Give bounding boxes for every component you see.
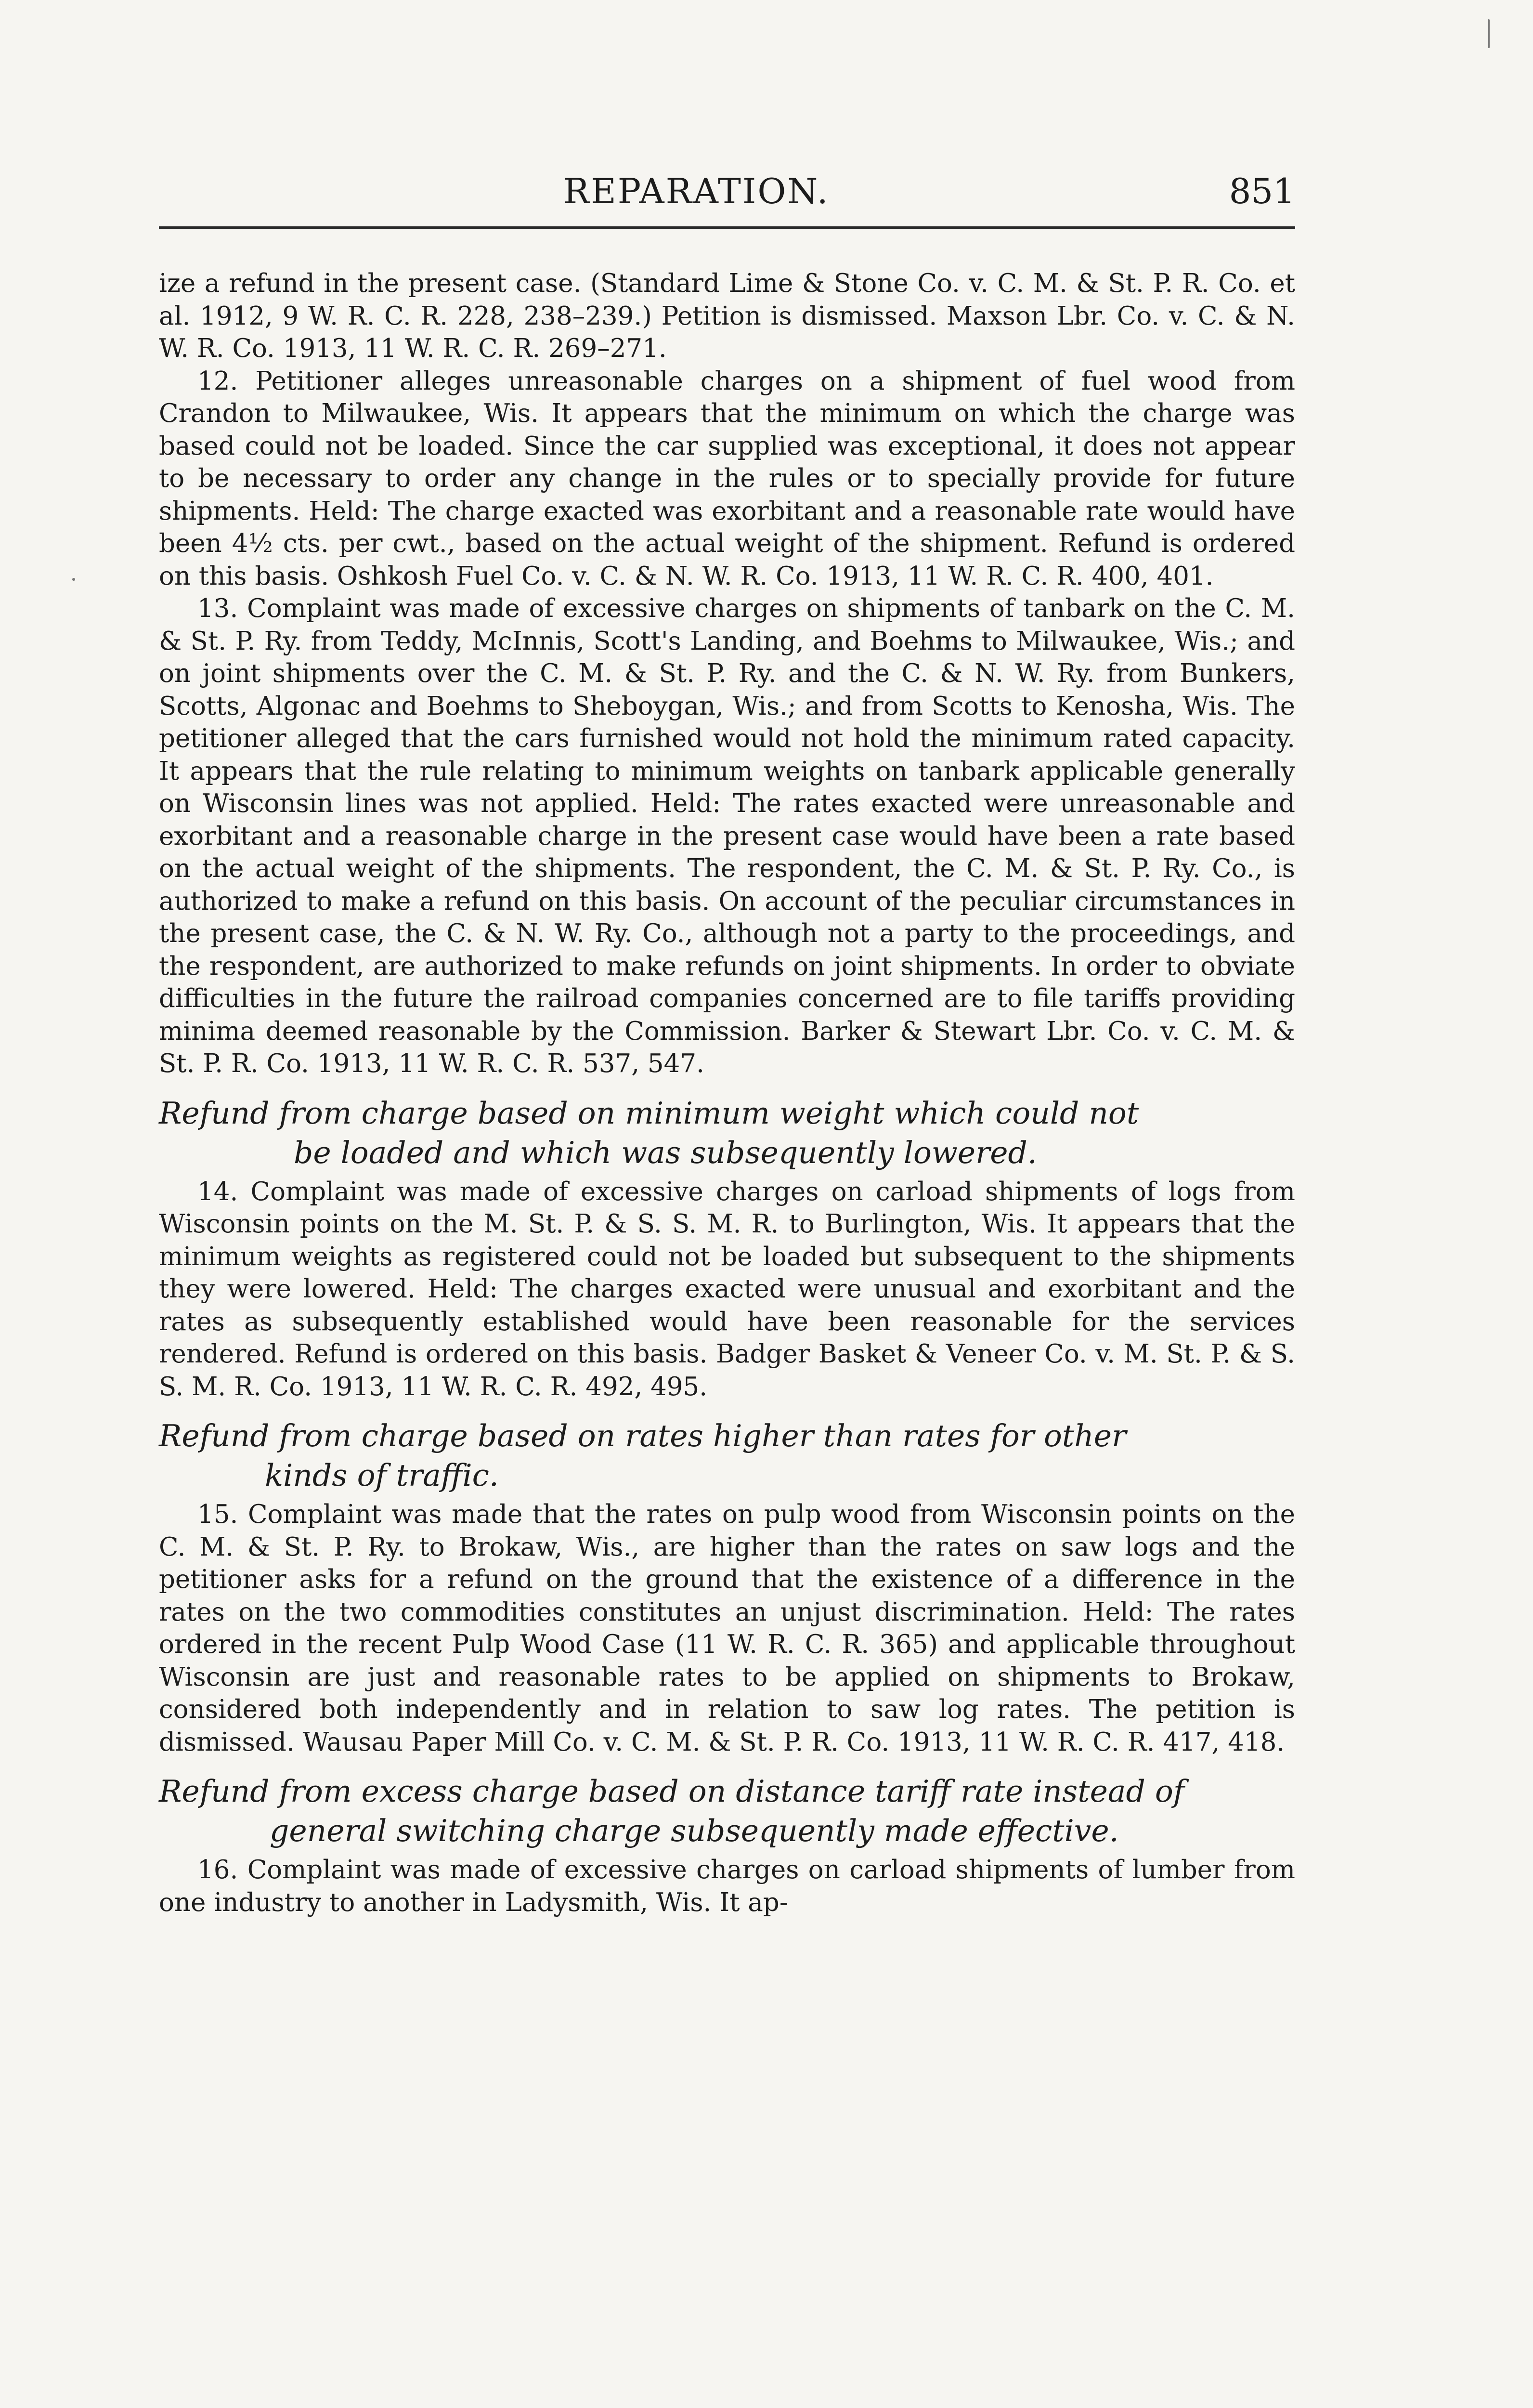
- section-heading-line: kinds of traffic.: [265, 1458, 499, 1493]
- paragraph-continuation: ize a refund in the present case. (Standard Lime & Stone Co. v. C. M. & St. P. R. Co. et al. 1912, 9 W. R. C. R. 228, 238–239.) Petition is dismissed. Maxson Lbr. Co. v. C. & N. W. R. Co. 1913, 11 W. R. C. R. 269–271.: [159, 269, 1295, 363]
- section-heading-higher-rates: [159, 1416, 1295, 1495]
- paragraph-14: 14. Complaint was made of excessive charges on carload shipments of logs from Wisconsin points on the M. St. P. & S. S. M. R. to Burlington, Wis. It appears that the minimum weights as registered could not be loaded but subsequent to the shipments they were lowered. Held: The charges exacted were unusual and exorbitant and the rates as subsequently established would have been reasonable for the services rendered. Refund is ordered on this basis. Badger Basket & Veneer Co. v. M. St. P. & S. S. M. R. Co. 1913, 11 W. R. C. R. 492, 495.: [159, 1177, 1295, 1401]
- running-head: [159, 171, 1295, 224]
- section-heading-minimum-weight: [159, 1094, 1295, 1173]
- section-heading-switching-charge: [159, 1772, 1295, 1851]
- header-rule: [159, 226, 1295, 229]
- scan-edge-mark: [1488, 19, 1490, 48]
- chapter-title: REPARATION.: [563, 171, 830, 211]
- paragraph-15: 15. Complaint was made that the rates on pulp wood from Wisconsin points on the C. M. & St. P. Ry. to Brokaw, Wis., are higher than the rates on saw logs and the petitioner asks for a refund on the ground that the existence of a difference in the rates on the two commodities constitutes an unjust discrimination. Held: The rates ordered in the recent Pulp Wood Case (11 W. R. C. R. 365) and applicable throughout Wisconsin are just and reasonable rates to be applied on shipments to Brokaw, considered both independently and in relation to saw log rates. The petition is dismissed. Wausau Paper Mill Co. v. C. M. & St. P. R. Co. 1913, 11 W. R. C. R. 417, 418.: [159, 1500, 1295, 1757]
- page-number: 851: [1229, 171, 1295, 211]
- body-text: [159, 267, 1295, 1919]
- section-heading-line: Refund from charge based on minimum weight which could not: [159, 1095, 1139, 1131]
- scan-speck: [72, 578, 75, 581]
- section-heading-line: Refund from excess charge based on distance tariff rate instead of: [159, 1774, 1185, 1809]
- paragraph-13: 13. Complaint was made of excessive charges on shipments of tanbark on the C. M. & St. P. Ry. from Teddy, McInnis, Scott's Landing, and Boehms to Milwaukee, Wis.; and on joint shipments over the C. M. & St. P. Ry. and the C. & N. W. Ry. from Bunkers, Scotts, Algonac and Boehms to Sheboygan, Wis.; and from Scotts to Kenosha, Wis. The petitioner alleged that the cars furnished would not hold the minimum rated capacity. It appears that the rule relating to minimum weights on tanbark applicable generally on Wisconsin lines was not applied. Held: The rates exacted were unreasonable and exorbitant and a reasonable charge in the present case would have been a rate based on the actual weight of the shipments. The respondent, the C. M. & St. P. Ry. Co., is authorized to make a refund on this basis. On account of the peculiar circumstances in the present case, the C. & N. W. Ry. Co., although not a party to the proceedings, and the respondent, are authorized to make refunds on joint shipments. In order to obviate difficulties in the future the railroad companies concerned are to file tariffs providing minima deemed reasonable by the Commission. Barker & Stewart Lbr. Co. v. C. M. & St. P. R. Co. 1913, 11 W. R. C. R. 537, 547.: [159, 594, 1295, 1078]
- section-heading-line: Refund from charge based on rates higher than rates for other: [159, 1418, 1127, 1453]
- paragraph-12: 12. Petitioner alleges unreasonable charges on a shipment of fuel wood from Crandon to Milwaukee, Wis. It appears that the minimum on which the charge was based could not be loaded. Since the car supplied was exceptional, it does not appear to be necessary to order any change in the rules or to specially provide for future shipments. Held: The charge exacted was exorbitant and a reasonable rate would have been 4½ cts. per cwt., based on the actual weight of the shipment. Refund is ordered on this basis. Oshkosh Fuel Co. v. C. & N. W. R. Co. 1913, 11 W. R. C. R. 400, 401.: [159, 366, 1295, 591]
- section-heading-line: be loaded and which was subsequently lowered.: [294, 1135, 1037, 1170]
- book-page: [159, 0, 1295, 2408]
- section-heading-line: general switching charge subsequently made effective.: [270, 1813, 1119, 1848]
- paragraph-16: 16. Complaint was made of excessive charges on carload shipments of lumber from one industry to another in Ladysmith, Wis. It ap-: [159, 1855, 1295, 1917]
